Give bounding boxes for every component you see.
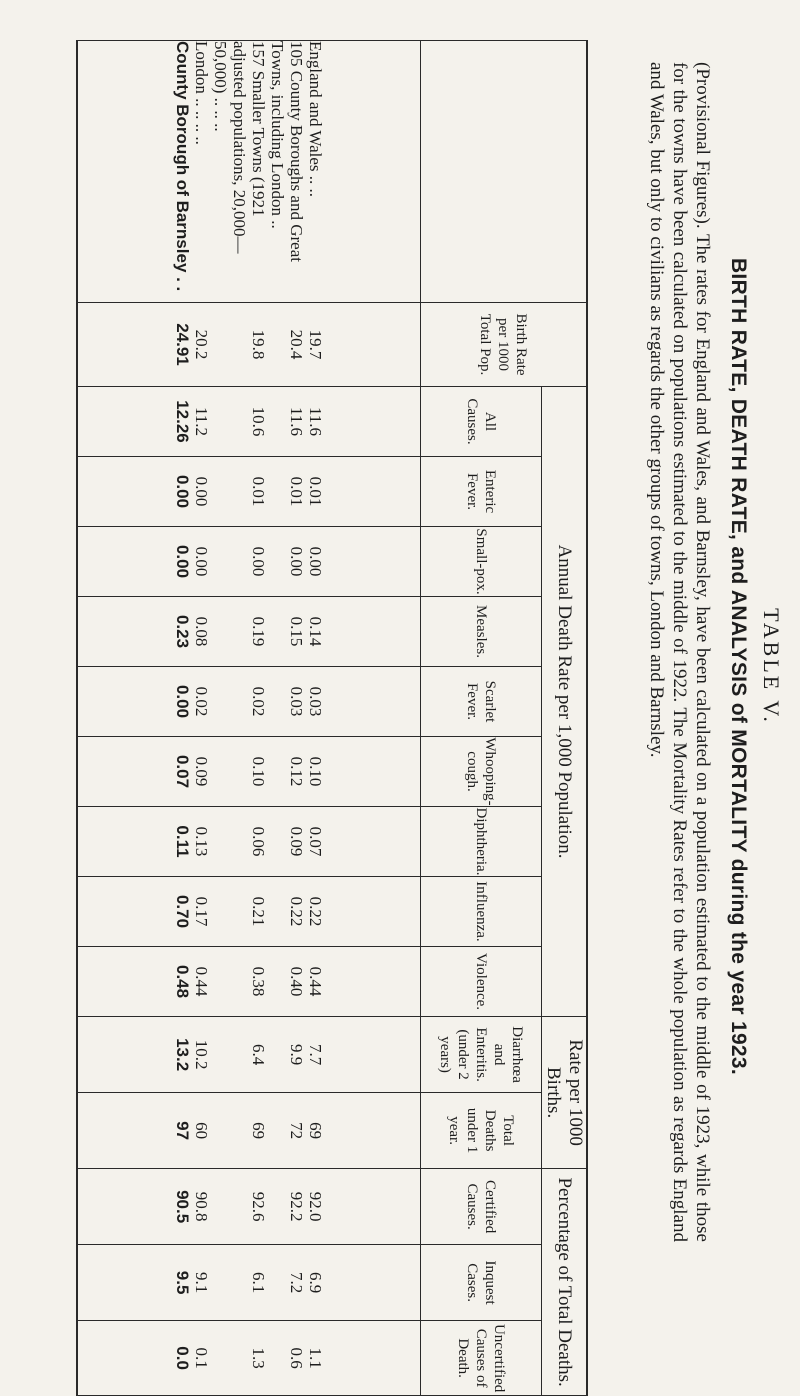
table-cell-value: 6.1 [249, 1271, 268, 1294]
col-all-causes: All Causes. [421, 387, 542, 457]
table-cell-value: 11.2 [192, 406, 211, 437]
col-total-deaths-under-1: Total Deaths under 1 year. [421, 1093, 542, 1169]
table-cell-value: 0.10 [306, 756, 325, 787]
row-spacer [268, 877, 287, 946]
row-spacer [211, 457, 230, 526]
row-label-line: England and Wales .. .. [306, 41, 325, 198]
group-death-rate: Annual Death Rate per 1,000 Population. [542, 387, 588, 1017]
row-spacer [268, 807, 287, 876]
table-cell-value: 0.38 [249, 966, 268, 997]
table-cell-value: 9.1 [192, 1271, 211, 1294]
values-violence [77, 947, 421, 1017]
table-cell-value: 24.91 [173, 323, 192, 366]
row-spacer [268, 527, 287, 596]
row-spacer [211, 527, 230, 596]
row-spacer [230, 1321, 249, 1395]
values-uncertified-causes [77, 1321, 421, 1396]
row-spacer [268, 1245, 287, 1320]
table-cell-value: 0.44 [192, 966, 211, 997]
row-spacer [268, 1093, 287, 1168]
row-spacer [211, 597, 230, 666]
table-cell-value: 0.10 [249, 756, 268, 787]
table-cell-value: 11.6 [306, 406, 325, 437]
table-cell-value: 0.70 [173, 894, 192, 929]
row-spacer [268, 457, 287, 526]
values-scarlet-fever [77, 667, 421, 737]
table-cell-value: 10.2 [192, 1039, 211, 1070]
col-measles: Measles. [421, 597, 542, 667]
values-influenza [77, 877, 421, 947]
row-spacer [268, 1169, 287, 1244]
row-spacer [268, 1321, 287, 1395]
table-cell-value: 0.01 [249, 476, 268, 507]
row-spacer [230, 457, 249, 526]
col-whooping-cough: Whooping-cough. [421, 737, 542, 807]
row-label-line: 157 Smaller Towns (1921 [249, 41, 268, 217]
col-scarlet-fever: Scarlet Fever. [421, 667, 542, 737]
values-diarrhoea [77, 1017, 421, 1093]
row-spacer [268, 1017, 287, 1092]
row-spacer [230, 947, 249, 1016]
table-cell-value: 0.02 [192, 686, 211, 717]
values-small-pox [77, 527, 421, 597]
table-cell-value: 0.00 [192, 476, 211, 507]
table-cell-value: 0.03 [306, 686, 325, 717]
table-cell-value: 0.6 [287, 1347, 306, 1369]
table-note: (Provisional Figures). The rates for England and Wales, and Barnsley, have been calculated on a population estimated to the middle of 1923, while those for the towns have been calculated on populations estimated to the middle of 1922. The Mortality Rates refer to the whole population as regards England and Wales, but only to civilians as regards the other groups of towns, London and Barnsley. [646, 62, 713, 1242]
table-cell-value: 0.07 [306, 826, 325, 857]
row-spacer [268, 303, 287, 386]
table-title: TABLE V. [759, 608, 784, 725]
row-spacer [211, 877, 230, 946]
values-diphtheria [77, 807, 421, 877]
row-spacer [230, 303, 249, 386]
table-cell-value: 0.40 [287, 966, 306, 997]
row-spacer [230, 1093, 249, 1168]
row-spacer [211, 387, 230, 456]
row-label-line: County Borough of Barnsley . . [173, 41, 192, 292]
values-whooping-cough [77, 737, 421, 807]
values-inquest-cases [77, 1245, 421, 1321]
row-spacer [230, 597, 249, 666]
table-cell-value: 0.01 [287, 476, 306, 507]
table-cell-value: 0.09 [287, 826, 306, 857]
table-cell-value: 0.01 [306, 476, 325, 507]
table-cell-value: 69 [306, 1122, 325, 1140]
col-uncertified-causes: Uncertified Causes of Death. [421, 1321, 542, 1396]
table-cell-value: 0.15 [287, 616, 306, 647]
table-cell-value: 92.0 [306, 1191, 325, 1222]
table-cell-value: 13.2 [173, 1038, 192, 1072]
row-labels-cell [77, 41, 421, 303]
table-cell-value: 0.03 [287, 686, 306, 717]
row-spacer [211, 807, 230, 876]
table-cell-value: 0.1 [192, 1347, 211, 1369]
row-spacer [268, 667, 287, 736]
col-diphtheria: Diphtheria. [421, 807, 542, 877]
table-cell-value: 0.08 [192, 616, 211, 647]
row-label-line: London .. .. .. .. [192, 41, 211, 145]
values-enteric-fever [77, 457, 421, 527]
col-enteric-fever: Enteric Fever. [421, 457, 542, 527]
table-cell-value: 19.8 [249, 329, 268, 360]
row-label-line: 105 County Boroughs and Great [287, 41, 306, 262]
row-spacer [211, 303, 230, 386]
row-spacer [230, 667, 249, 736]
table-cell-value: 0.11 [173, 825, 192, 858]
table-cell-value: 20.2 [192, 329, 211, 360]
row-spacer [230, 737, 249, 806]
table-cell-value: 60 [192, 1122, 211, 1140]
row-spacer [230, 1169, 249, 1244]
col-violence: Violence. [421, 947, 542, 1017]
table-cell-value: 0.13 [192, 826, 211, 857]
table-body-row [77, 41, 421, 1396]
row-spacer [211, 667, 230, 736]
row-spacer [211, 1093, 230, 1168]
table-cell-value: 0.22 [306, 896, 325, 927]
col-influenza: Influenza. [421, 877, 542, 947]
table-subtitle: BIRTH RATE, DEATH RATE, and ANALYSIS of MORTALITY during the year 1923. [727, 257, 750, 1076]
table-cell-value: 0.00 [173, 684, 192, 719]
table-cell-value: 92.2 [287, 1191, 306, 1222]
table-cell-value: 7.7 [306, 1043, 325, 1066]
table-cell-value: 0.19 [249, 616, 268, 647]
table-cell-value: 0.00 [287, 546, 306, 577]
table-cell-value: 0.0 [173, 1346, 192, 1370]
table-cell-value: 0.09 [192, 756, 211, 787]
row-spacer [268, 387, 287, 456]
table-cell-value: 10.6 [249, 406, 268, 437]
table-cell-value: 0.00 [249, 546, 268, 577]
table-cell-value: 11.6 [287, 406, 306, 437]
table-cell-value: 0.06 [249, 826, 268, 857]
table-cell-value: 1.1 [306, 1347, 325, 1369]
table-cell-value: 0.00 [173, 474, 192, 509]
row-spacer [211, 1245, 230, 1320]
mortality-table [76, 40, 588, 1396]
values-birth-rate [77, 303, 421, 387]
row-label-line: adjusted populations, 20,000— [230, 41, 249, 254]
table-cell-value: 0.23 [173, 614, 192, 649]
row-label-line: 50,000) .. .. .. [211, 41, 230, 132]
table-cell-value: 0.17 [192, 896, 211, 927]
values-certified-causes [77, 1169, 421, 1245]
table-cell-value: 0.12 [287, 756, 306, 787]
table-cell-value: 1.3 [249, 1347, 268, 1369]
table-cell-value: 7.2 [287, 1271, 306, 1294]
table-cell-value: 0.14 [306, 616, 325, 647]
group-infant-rate: Rate per 1000 Births. [542, 1017, 588, 1169]
row-spacer [211, 1017, 230, 1092]
table-cell-value: 90.5 [173, 1190, 192, 1224]
values-measles [77, 597, 421, 667]
col-birth-rate: Birth Rate per 1000 Total Pop. [421, 303, 588, 387]
row-spacer [230, 387, 249, 456]
row-spacer [230, 807, 249, 876]
table-cell-value: 0.02 [249, 686, 268, 717]
table-cell-value: 97 [173, 1121, 192, 1141]
table-cell-value: 0.00 [173, 544, 192, 579]
col-diarrhoea: Diarrhœa and Enteritis. (under 2 years) [421, 1017, 542, 1093]
table-cell-value: 0.00 [306, 546, 325, 577]
table-cell-value: 0.21 [249, 896, 268, 927]
table-cell-value: 92.6 [249, 1191, 268, 1222]
table-cell-value: 20.4 [287, 329, 306, 360]
row-spacer [211, 1321, 230, 1395]
row-spacer [211, 737, 230, 806]
row-spacer [268, 737, 287, 806]
row-spacer [211, 1169, 230, 1244]
table-cell-value: 0.00 [192, 546, 211, 577]
col-certified-causes: Certified Causes. [421, 1169, 542, 1245]
table-cell-value: 0.44 [306, 966, 325, 997]
col-inquest-cases: Inquest Cases. [421, 1245, 542, 1321]
table-cell-value: 9.9 [287, 1043, 306, 1066]
row-label-header [421, 41, 588, 303]
col-small-pox: Small-pox. [421, 527, 542, 597]
row-spacer [268, 947, 287, 1016]
table-cell-value: 12.26 [173, 400, 192, 443]
table-cell-value: 72 [287, 1122, 306, 1140]
row-spacer [211, 947, 230, 1016]
row-spacer [230, 1017, 249, 1092]
row-spacer [230, 527, 249, 596]
table-cell-value: 69 [249, 1122, 268, 1140]
group-percentage: Percentage of Total Deaths. [542, 1169, 588, 1396]
row-spacer [230, 1245, 249, 1320]
table-cell-value: 6.9 [306, 1271, 325, 1294]
table-cell-value: 19.7 [306, 329, 325, 360]
row-spacer [268, 597, 287, 666]
table-cell-value: 6.4 [249, 1043, 268, 1066]
table-cell-value: 9.5 [173, 1270, 192, 1295]
table-cell-value: 0.07 [173, 754, 192, 789]
table-cell-value: 90.8 [192, 1191, 211, 1222]
table-cell-value: 0.22 [287, 896, 306, 927]
values-all-causes [77, 387, 421, 457]
values-total-deaths-under-1 [77, 1093, 421, 1169]
row-label-line: Towns, including London .. [268, 41, 287, 229]
row-spacer [230, 877, 249, 946]
table-cell-value: 0.48 [173, 965, 192, 999]
